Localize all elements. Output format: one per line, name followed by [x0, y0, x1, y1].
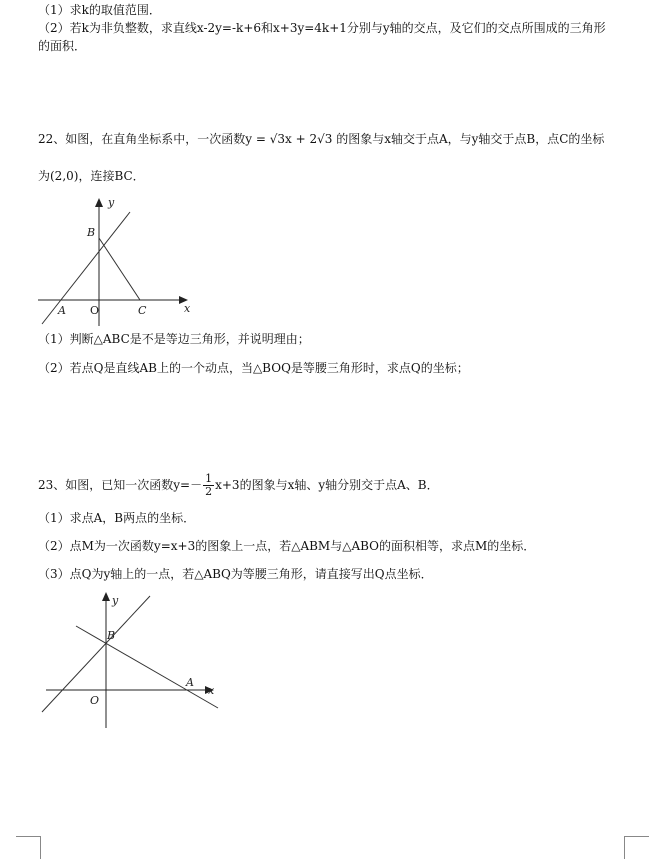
q23-label-x: x [208, 684, 215, 697]
q22-label-y: y [108, 196, 115, 209]
q22-label-o: O [90, 304, 100, 317]
page-corner-bottom-left [16, 836, 41, 859]
q22-label-b: B [87, 226, 96, 239]
q22-y-arrow [95, 198, 103, 207]
q22-label-a: A [58, 304, 66, 317]
q22-sub1: （1）判断△ABC是不是等边三角形，并说明理由； [38, 332, 310, 346]
q22-segment-bc [99, 238, 140, 300]
q23-stem [38, 470, 439, 500]
q23-sub1: （1）求点A，B两点的坐标． [38, 511, 196, 525]
q21-sub1: （1）求k的取值范围． [38, 3, 161, 17]
q22-line-ab [42, 212, 130, 324]
q22-stem-continued: 为(2,0)，连接BC． [38, 169, 145, 183]
q23-stem-part-a: 23、如图，已知一次函数y=－ [38, 478, 203, 492]
q23-frac-numerator: 1 [205, 472, 213, 485]
q23-label-b: B [107, 629, 116, 642]
q23-label-o: O [90, 694, 100, 707]
q21-sub2: （2）若k为非负整数，求直线x-2y=-k+6和x+3y=4k+1分别与y轴的交点，及它们的交点所围成的三角形 [38, 21, 606, 35]
q23-sub2: （2）点M为一次函数y=x+3的图象上一点，若△ABM与△ABO的面积相等，求点M的坐标． [38, 539, 536, 553]
q21-sub2-continued: 的面积． [38, 39, 87, 53]
q22-label-c: C [138, 304, 147, 317]
q23-label-a: A [186, 676, 194, 689]
q22-sub2: （2）若点Q是直线AB上的一个动点，当△BOQ是等腰三角形时，求点Q的坐标； [38, 361, 469, 375]
q23-y-arrow [102, 592, 110, 601]
page-corner-bottom-right [624, 836, 649, 859]
q23-label-y: y [112, 594, 119, 607]
q23-stem-part-b: x+3的图象与x轴、y轴分别交于点A、B． [215, 478, 439, 492]
q23-sub3: （3）点Q为y轴上的一点，若△ABQ为等腰三角形，请直接写出Q点坐标． [38, 567, 433, 581]
q22-figure [30, 192, 200, 330]
q22-label-x: x [184, 302, 191, 315]
q23-fraction [203, 473, 214, 498]
q22-stem: 22、如图，在直角坐标系中，一次函数y = √3x + 2√3 的图象与x轴交于点A，与y轴交于点B，点C的坐标 [38, 132, 605, 146]
q23-figure [36, 586, 226, 736]
q23-frac-denominator: 2 [205, 485, 213, 498]
